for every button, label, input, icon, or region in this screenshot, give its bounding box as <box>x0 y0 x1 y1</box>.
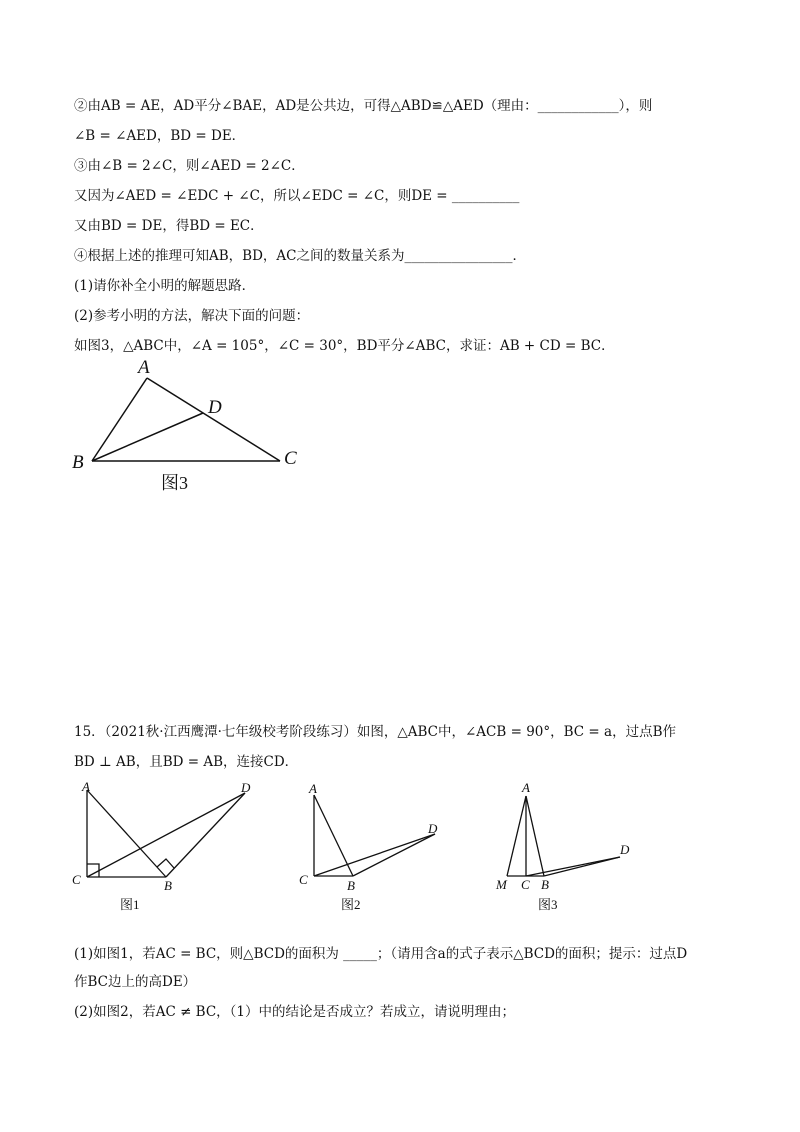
side-ac <box>147 378 280 461</box>
f3-label-d: D <box>620 842 630 857</box>
figure-2 <box>314 795 435 876</box>
figure-1 <box>87 790 245 877</box>
step-3-line-1: ③由∠B = 2∠C，则∠AED = 2∠C． <box>74 158 305 174</box>
f2-caption: 图2 <box>341 897 361 912</box>
figure-3-small <box>507 796 620 876</box>
label-b: B <box>72 452 84 473</box>
f1-label-d: D <box>241 780 251 795</box>
step-2-line-2: ∠B = ∠AED，BD = DE． <box>74 128 246 144</box>
q15-figures <box>60 775 660 915</box>
right-angle-mark-b <box>157 859 174 868</box>
figure-3-caption: 图3 <box>161 473 188 493</box>
f3-label-a: A <box>522 780 530 795</box>
q15-part-1-line-1: (1)如图1，若AC = BC，则△BCD的面积为 _____；（请用含a的式子表示△BCD的面积；提示：过点D <box>74 946 688 962</box>
f2-label-a: A <box>309 781 317 796</box>
question-1-text: (1)请你补全小明的解题思路． <box>74 278 256 294</box>
q15-part-1-line-2: 作BC边上的高DE） <box>74 974 197 990</box>
step-4-line: ④根据上述的推理可知AB，BD，AC之间的数量关系为________________． <box>74 248 526 264</box>
figure-3-problem-text: 如图3，△ABC中，∠A = 105°，∠C = 30°，BD平分∠ABC，求证：AB + CD = BC． <box>74 338 615 354</box>
q15-line-1: 15．（2021秋·江西鹰潭·七年级校考阶段练习）如图，△ABC中，∠ACB = 90°，BC = a，过点B作 <box>74 724 676 740</box>
f3-label-c: C <box>521 877 530 892</box>
f3-label-m: M <box>496 877 507 892</box>
f1-label-a: A <box>82 779 90 794</box>
step-3-line-3: 又由BD = DE，得BD = EC． <box>74 218 264 234</box>
label-a: A <box>138 357 150 378</box>
q15-part-2-line: (2)如图2，若AC ≠ BC，（1）中的结论是否成立？若成立，请说明理由； <box>74 1004 516 1020</box>
label-d: D <box>208 397 222 418</box>
f2-label-c: C <box>299 872 308 887</box>
f2-label-b: B <box>347 878 355 893</box>
f3-label-b: B <box>541 877 549 892</box>
f1-caption: 图1 <box>120 897 140 912</box>
f3-caption: 图3 <box>538 897 558 912</box>
right-angle-mark-c <box>87 864 99 877</box>
label-c: C <box>284 448 297 469</box>
f1-label-c: C <box>72 872 81 887</box>
f2-label-d: D <box>428 821 438 836</box>
figure-3-triangle <box>60 355 320 495</box>
q15-line-2: BD ⊥ AB，且BD = AB，连接CD． <box>74 754 299 770</box>
step-3-line-2: 又因为∠AED = ∠EDC + ∠C，所以∠EDC = ∠C，则DE = __________ <box>74 188 520 204</box>
question-2-text: (2)参考小明的方法，解决下面的问题： <box>74 308 310 324</box>
step-2-line-1: ②由AB = AE，AD平分∠BAE，AD是公共边，可得△ABD≌△AED（理由：____________），则 <box>74 98 653 114</box>
f1-label-b: B <box>164 878 172 893</box>
